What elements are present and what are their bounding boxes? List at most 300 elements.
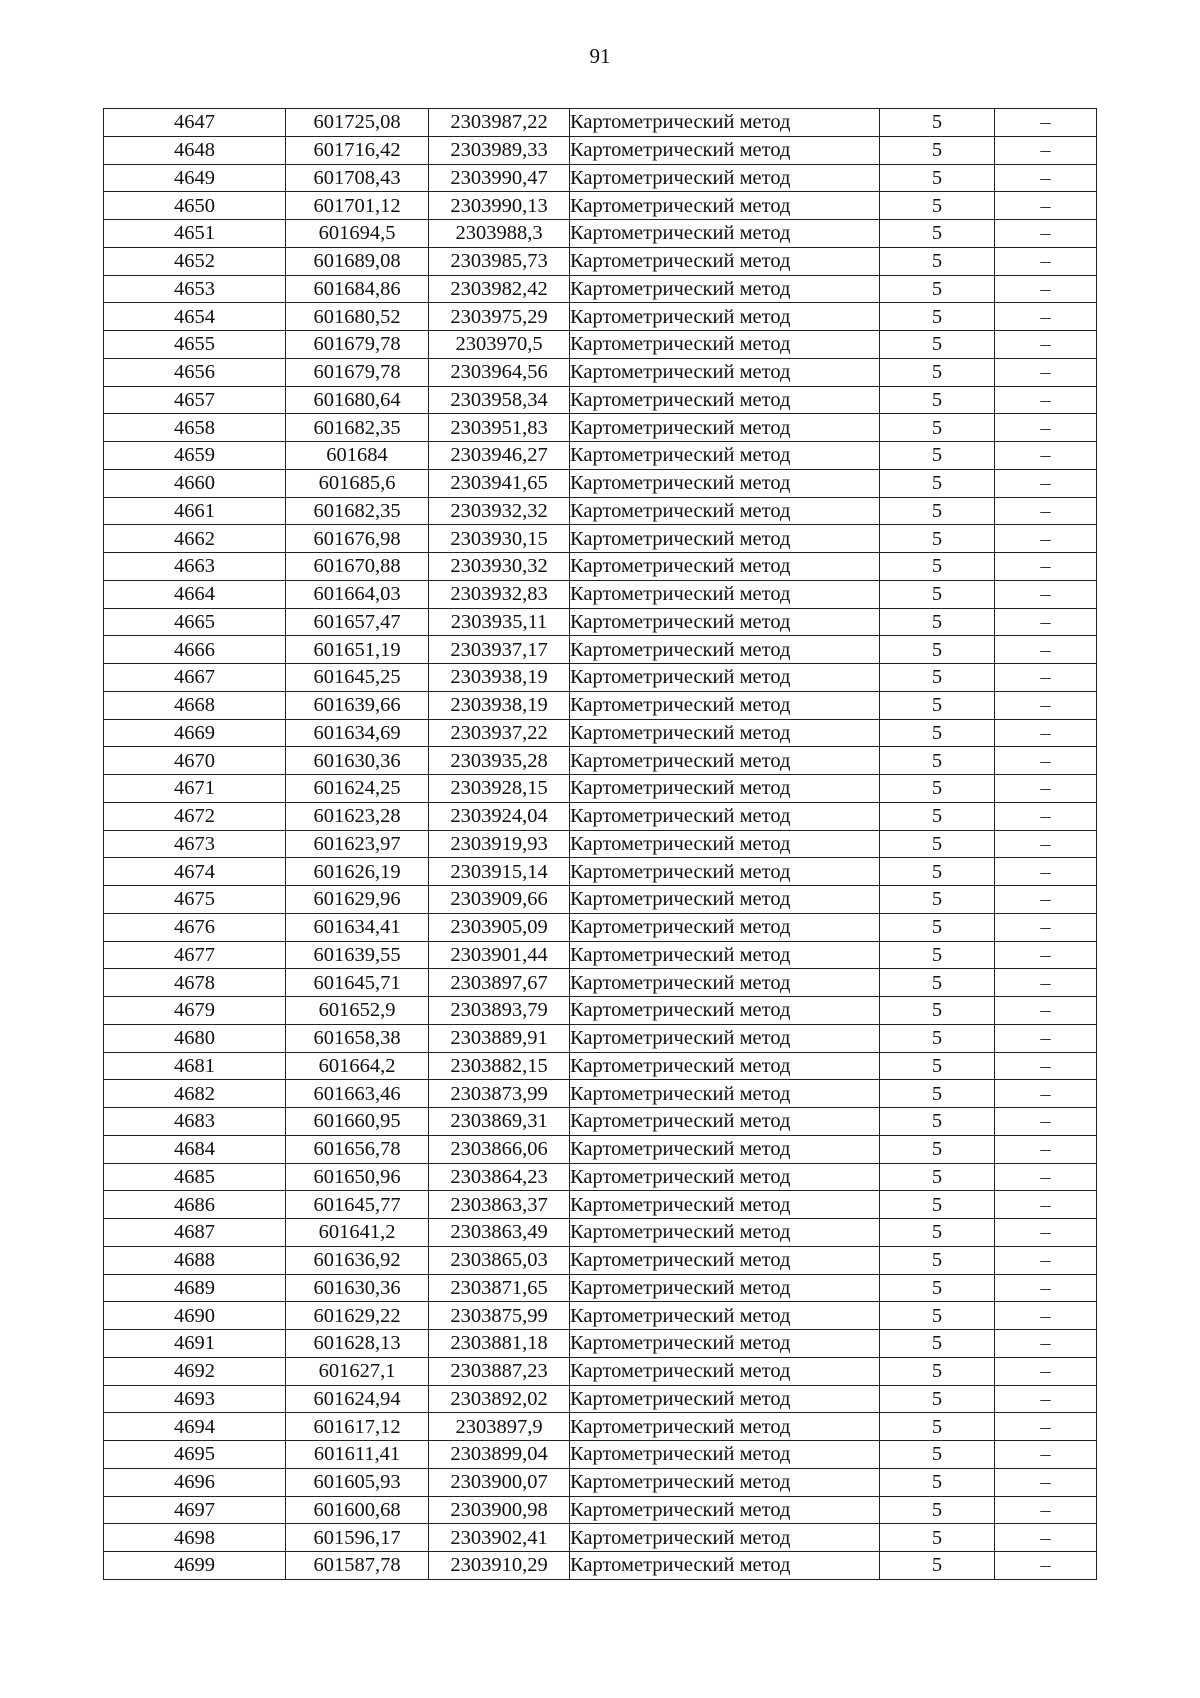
- method-cell: Картометрический метод: [570, 525, 880, 553]
- dash-cell: –: [995, 136, 1097, 164]
- y-coordinate-cell: 2303938,19: [429, 664, 570, 692]
- point-number-cell: 4683: [104, 1108, 286, 1136]
- table-row: [104, 636, 1097, 664]
- table-row: [104, 1330, 1097, 1358]
- dash-cell: –: [995, 442, 1097, 470]
- method-cell: Картометрический метод: [570, 1080, 880, 1108]
- dash-cell: –: [995, 802, 1097, 830]
- dash-cell: –: [995, 1413, 1097, 1441]
- point-number-cell: 4657: [104, 386, 286, 414]
- dash-cell: –: [995, 164, 1097, 192]
- table-row: [104, 1080, 1097, 1108]
- method-cell: Картометрический метод: [570, 1246, 880, 1274]
- x-coordinate-cell: 601701,12: [286, 192, 429, 220]
- y-coordinate-cell: 2303893,79: [429, 997, 570, 1025]
- method-cell: Картометрический метод: [570, 303, 880, 331]
- x-coordinate-cell: 601694,5: [286, 220, 429, 248]
- table-row: [104, 1108, 1097, 1136]
- y-coordinate-cell: 2303941,65: [429, 469, 570, 497]
- point-number-cell: 4686: [104, 1191, 286, 1219]
- table-row: [104, 1496, 1097, 1524]
- point-number-cell: 4688: [104, 1246, 286, 1274]
- accuracy-cell: 5: [880, 1219, 995, 1247]
- method-cell: Картометрический метод: [570, 1385, 880, 1413]
- accuracy-cell: 5: [880, 664, 995, 692]
- x-coordinate-cell: 601645,25: [286, 664, 429, 692]
- accuracy-cell: 5: [880, 386, 995, 414]
- method-cell: Картометрический метод: [570, 442, 880, 470]
- accuracy-cell: 5: [880, 109, 995, 137]
- dash-cell: –: [995, 386, 1097, 414]
- accuracy-cell: 5: [880, 358, 995, 386]
- y-coordinate-cell: 2303866,06: [429, 1135, 570, 1163]
- accuracy-cell: 5: [880, 913, 995, 941]
- y-coordinate-cell: 2303905,09: [429, 913, 570, 941]
- point-number-cell: 4652: [104, 247, 286, 275]
- accuracy-cell: 5: [880, 1496, 995, 1524]
- x-coordinate-cell: 601657,47: [286, 608, 429, 636]
- accuracy-cell: 5: [880, 247, 995, 275]
- y-coordinate-cell: 2303887,23: [429, 1357, 570, 1385]
- table-row: [104, 997, 1097, 1025]
- table-row: [104, 1135, 1097, 1163]
- point-number-cell: 4676: [104, 913, 286, 941]
- point-number-cell: 4647: [104, 109, 286, 137]
- dash-cell: –: [995, 1191, 1097, 1219]
- dash-cell: –: [995, 1163, 1097, 1191]
- y-coordinate-cell: 2303937,22: [429, 719, 570, 747]
- y-coordinate-cell: 2303899,04: [429, 1441, 570, 1469]
- method-cell: Картометрический метод: [570, 414, 880, 442]
- dash-cell: –: [995, 636, 1097, 664]
- dash-cell: –: [995, 553, 1097, 581]
- accuracy-cell: 5: [880, 775, 995, 803]
- table-row: [104, 497, 1097, 525]
- x-coordinate-cell: 601680,52: [286, 303, 429, 331]
- x-coordinate-cell: 601630,36: [286, 1274, 429, 1302]
- dash-cell: –: [995, 1357, 1097, 1385]
- accuracy-cell: 5: [880, 1330, 995, 1358]
- dash-cell: –: [995, 247, 1097, 275]
- table-row: [104, 1552, 1097, 1580]
- dash-cell: –: [995, 969, 1097, 997]
- dash-cell: –: [995, 414, 1097, 442]
- accuracy-cell: 5: [880, 886, 995, 914]
- coordinates-table: [103, 108, 1097, 1580]
- method-cell: Картометрический метод: [570, 830, 880, 858]
- dash-cell: –: [995, 1385, 1097, 1413]
- x-coordinate-cell: 601629,22: [286, 1302, 429, 1330]
- x-coordinate-cell: 601682,35: [286, 497, 429, 525]
- table-row: [104, 830, 1097, 858]
- y-coordinate-cell: 2303924,04: [429, 802, 570, 830]
- x-coordinate-cell: 601670,88: [286, 553, 429, 581]
- table-row: [104, 136, 1097, 164]
- y-coordinate-cell: 2303975,29: [429, 303, 570, 331]
- point-number-cell: 4653: [104, 275, 286, 303]
- dash-cell: –: [995, 331, 1097, 359]
- y-coordinate-cell: 2303910,29: [429, 1552, 570, 1580]
- table-row: [104, 1219, 1097, 1247]
- dash-cell: –: [995, 1552, 1097, 1580]
- y-coordinate-cell: 2303909,66: [429, 886, 570, 914]
- method-cell: Картометрический метод: [570, 1552, 880, 1580]
- table-row: [104, 303, 1097, 331]
- dash-cell: –: [995, 1024, 1097, 1052]
- method-cell: Картометрический метод: [570, 136, 880, 164]
- point-number-cell: 4685: [104, 1163, 286, 1191]
- table-row: [104, 469, 1097, 497]
- method-cell: Картометрический метод: [570, 1135, 880, 1163]
- x-coordinate-cell: 601725,08: [286, 109, 429, 137]
- table-row: [104, 1163, 1097, 1191]
- accuracy-cell: 5: [880, 1135, 995, 1163]
- y-coordinate-cell: 2303869,31: [429, 1108, 570, 1136]
- table-row: [104, 331, 1097, 359]
- dash-cell: –: [995, 719, 1097, 747]
- y-coordinate-cell: 2303932,32: [429, 497, 570, 525]
- method-cell: Картометрический метод: [570, 247, 880, 275]
- x-coordinate-cell: 601600,68: [286, 1496, 429, 1524]
- accuracy-cell: 5: [880, 497, 995, 525]
- x-coordinate-cell: 601624,25: [286, 775, 429, 803]
- method-cell: Картометрический метод: [570, 858, 880, 886]
- dash-cell: –: [995, 1080, 1097, 1108]
- y-coordinate-cell: 2303982,42: [429, 275, 570, 303]
- point-number-cell: 4682: [104, 1080, 286, 1108]
- point-number-cell: 4660: [104, 469, 286, 497]
- dash-cell: –: [995, 941, 1097, 969]
- x-coordinate-cell: 601611,41: [286, 1441, 429, 1469]
- accuracy-cell: 5: [880, 858, 995, 886]
- point-number-cell: 4675: [104, 886, 286, 914]
- x-coordinate-cell: 601656,78: [286, 1135, 429, 1163]
- method-cell: Картометрический метод: [570, 1357, 880, 1385]
- point-number-cell: 4667: [104, 664, 286, 692]
- y-coordinate-cell: 2303990,47: [429, 164, 570, 192]
- point-number-cell: 4661: [104, 497, 286, 525]
- accuracy-cell: 5: [880, 830, 995, 858]
- x-coordinate-cell: 601684,86: [286, 275, 429, 303]
- table-row: [104, 220, 1097, 248]
- point-number-cell: 4665: [104, 608, 286, 636]
- y-coordinate-cell: 2303863,49: [429, 1219, 570, 1247]
- x-coordinate-cell: 601636,92: [286, 1246, 429, 1274]
- y-coordinate-cell: 2303964,56: [429, 358, 570, 386]
- point-number-cell: 4664: [104, 580, 286, 608]
- method-cell: Картометрический метод: [570, 1219, 880, 1247]
- accuracy-cell: 5: [880, 442, 995, 470]
- dash-cell: –: [995, 192, 1097, 220]
- method-cell: Картометрический метод: [570, 1468, 880, 1496]
- table-row: [104, 1274, 1097, 1302]
- table-row: [104, 913, 1097, 941]
- table-row: [104, 1052, 1097, 1080]
- method-cell: Картометрический метод: [570, 775, 880, 803]
- table-row: [104, 1524, 1097, 1552]
- accuracy-cell: 5: [880, 331, 995, 359]
- table-row: [104, 969, 1097, 997]
- method-cell: Картометрический метод: [570, 691, 880, 719]
- table-row: [104, 192, 1097, 220]
- point-number-cell: 4668: [104, 691, 286, 719]
- accuracy-cell: 5: [880, 1052, 995, 1080]
- dash-cell: –: [995, 747, 1097, 775]
- point-number-cell: 4666: [104, 636, 286, 664]
- x-coordinate-cell: 601682,35: [286, 414, 429, 442]
- table-row: [104, 414, 1097, 442]
- accuracy-cell: 5: [880, 1246, 995, 1274]
- dash-cell: –: [995, 1219, 1097, 1247]
- dash-cell: –: [995, 1496, 1097, 1524]
- table-row: [104, 1191, 1097, 1219]
- x-coordinate-cell: 601660,95: [286, 1108, 429, 1136]
- x-coordinate-cell: 601623,97: [286, 830, 429, 858]
- y-coordinate-cell: 2303938,19: [429, 691, 570, 719]
- accuracy-cell: 5: [880, 691, 995, 719]
- y-coordinate-cell: 2303875,99: [429, 1302, 570, 1330]
- dash-cell: –: [995, 1108, 1097, 1136]
- x-coordinate-cell: 601650,96: [286, 1163, 429, 1191]
- dash-cell: –: [995, 303, 1097, 331]
- accuracy-cell: 5: [880, 414, 995, 442]
- x-coordinate-cell: 601645,71: [286, 969, 429, 997]
- dash-cell: –: [995, 1330, 1097, 1358]
- point-number-cell: 4684: [104, 1135, 286, 1163]
- point-number-cell: 4651: [104, 220, 286, 248]
- table-row: [104, 1385, 1097, 1413]
- y-coordinate-cell: 2303902,41: [429, 1524, 570, 1552]
- method-cell: Картометрический метод: [570, 1496, 880, 1524]
- x-coordinate-cell: 601624,94: [286, 1385, 429, 1413]
- method-cell: Картометрический метод: [570, 969, 880, 997]
- table-row: [104, 247, 1097, 275]
- y-coordinate-cell: 2303873,99: [429, 1080, 570, 1108]
- y-coordinate-cell: 2303958,34: [429, 386, 570, 414]
- table-row: [104, 608, 1097, 636]
- x-coordinate-cell: 601684: [286, 442, 429, 470]
- accuracy-cell: 5: [880, 580, 995, 608]
- table-row: [104, 1246, 1097, 1274]
- method-cell: Картометрический метод: [570, 497, 880, 525]
- accuracy-cell: 5: [880, 1441, 995, 1469]
- x-coordinate-cell: 601641,2: [286, 1219, 429, 1247]
- x-coordinate-cell: 601627,1: [286, 1357, 429, 1385]
- dash-cell: –: [995, 913, 1097, 941]
- x-coordinate-cell: 601685,6: [286, 469, 429, 497]
- table-row: [104, 386, 1097, 414]
- method-cell: Картометрический метод: [570, 636, 880, 664]
- accuracy-cell: 5: [880, 1552, 995, 1580]
- accuracy-cell: 5: [880, 719, 995, 747]
- x-coordinate-cell: 601634,69: [286, 719, 429, 747]
- y-coordinate-cell: 2303863,37: [429, 1191, 570, 1219]
- point-number-cell: 4679: [104, 997, 286, 1025]
- point-number-cell: 4649: [104, 164, 286, 192]
- dash-cell: –: [995, 997, 1097, 1025]
- point-number-cell: 4677: [104, 941, 286, 969]
- method-cell: Картометрический метод: [570, 1191, 880, 1219]
- method-cell: Картометрический метод: [570, 192, 880, 220]
- x-coordinate-cell: 601626,19: [286, 858, 429, 886]
- y-coordinate-cell: 2303901,44: [429, 941, 570, 969]
- point-number-cell: 4690: [104, 1302, 286, 1330]
- x-coordinate-cell: 601664,03: [286, 580, 429, 608]
- table-row: [104, 775, 1097, 803]
- method-cell: Картометрический метод: [570, 913, 880, 941]
- point-number-cell: 4692: [104, 1357, 286, 1385]
- y-coordinate-cell: 2303937,17: [429, 636, 570, 664]
- point-number-cell: 4689: [104, 1274, 286, 1302]
- point-number-cell: 4695: [104, 1441, 286, 1469]
- table-row: [104, 358, 1097, 386]
- table-row: [104, 719, 1097, 747]
- method-cell: Картометрический метод: [570, 941, 880, 969]
- point-number-cell: 4659: [104, 442, 286, 470]
- point-number-cell: 4694: [104, 1413, 286, 1441]
- y-coordinate-cell: 2303900,98: [429, 1496, 570, 1524]
- y-coordinate-cell: 2303889,91: [429, 1024, 570, 1052]
- accuracy-cell: 5: [880, 969, 995, 997]
- dash-cell: –: [995, 830, 1097, 858]
- point-number-cell: 4670: [104, 747, 286, 775]
- x-coordinate-cell: 601651,19: [286, 636, 429, 664]
- accuracy-cell: 5: [880, 1274, 995, 1302]
- y-coordinate-cell: 2303932,83: [429, 580, 570, 608]
- table-row: [104, 553, 1097, 581]
- point-number-cell: 4696: [104, 1468, 286, 1496]
- accuracy-cell: 5: [880, 1191, 995, 1219]
- point-number-cell: 4698: [104, 1524, 286, 1552]
- point-number-cell: 4658: [104, 414, 286, 442]
- table-row: [104, 1357, 1097, 1385]
- accuracy-cell: 5: [880, 192, 995, 220]
- x-coordinate-cell: 601628,13: [286, 1330, 429, 1358]
- point-number-cell: 4687: [104, 1219, 286, 1247]
- x-coordinate-cell: 601605,93: [286, 1468, 429, 1496]
- point-number-cell: 4654: [104, 303, 286, 331]
- point-number-cell: 4669: [104, 719, 286, 747]
- x-coordinate-cell: 601663,46: [286, 1080, 429, 1108]
- y-coordinate-cell: 2303990,13: [429, 192, 570, 220]
- point-number-cell: 4656: [104, 358, 286, 386]
- y-coordinate-cell: 2303928,15: [429, 775, 570, 803]
- y-coordinate-cell: 2303970,5: [429, 331, 570, 359]
- x-coordinate-cell: 601596,17: [286, 1524, 429, 1552]
- y-coordinate-cell: 2303989,33: [429, 136, 570, 164]
- method-cell: Картометрический метод: [570, 997, 880, 1025]
- table-row: [104, 580, 1097, 608]
- method-cell: Картометрический метод: [570, 886, 880, 914]
- y-coordinate-cell: 2303930,32: [429, 553, 570, 581]
- table-row: [104, 442, 1097, 470]
- accuracy-cell: 5: [880, 1024, 995, 1052]
- y-coordinate-cell: 2303897,67: [429, 969, 570, 997]
- accuracy-cell: 5: [880, 1163, 995, 1191]
- accuracy-cell: 5: [880, 1080, 995, 1108]
- y-coordinate-cell: 2303985,73: [429, 247, 570, 275]
- y-coordinate-cell: 2303900,07: [429, 1468, 570, 1496]
- method-cell: Картометрический метод: [570, 275, 880, 303]
- table-row: [104, 886, 1097, 914]
- x-coordinate-cell: 601617,12: [286, 1413, 429, 1441]
- point-number-cell: 4673: [104, 830, 286, 858]
- accuracy-cell: 5: [880, 1302, 995, 1330]
- table-row: [104, 275, 1097, 303]
- x-coordinate-cell: 601639,66: [286, 691, 429, 719]
- x-coordinate-cell: 601664,2: [286, 1052, 429, 1080]
- dash-cell: –: [995, 358, 1097, 386]
- y-coordinate-cell: 2303930,15: [429, 525, 570, 553]
- y-coordinate-cell: 2303915,14: [429, 858, 570, 886]
- table-row: [104, 109, 1097, 137]
- accuracy-cell: 5: [880, 275, 995, 303]
- table-row: [104, 691, 1097, 719]
- table-row: [104, 164, 1097, 192]
- y-coordinate-cell: 2303919,93: [429, 830, 570, 858]
- accuracy-cell: 5: [880, 469, 995, 497]
- x-coordinate-cell: 601689,08: [286, 247, 429, 275]
- accuracy-cell: 5: [880, 303, 995, 331]
- method-cell: Картометрический метод: [570, 1108, 880, 1136]
- dash-cell: –: [995, 1302, 1097, 1330]
- y-coordinate-cell: 2303864,23: [429, 1163, 570, 1191]
- y-coordinate-cell: 2303897,9: [429, 1413, 570, 1441]
- accuracy-cell: 5: [880, 1468, 995, 1496]
- accuracy-cell: 5: [880, 608, 995, 636]
- method-cell: Картометрический метод: [570, 1052, 880, 1080]
- y-coordinate-cell: 2303882,15: [429, 1052, 570, 1080]
- dash-cell: –: [995, 1052, 1097, 1080]
- accuracy-cell: 5: [880, 1524, 995, 1552]
- method-cell: Картометрический метод: [570, 469, 880, 497]
- method-cell: Картометрический метод: [570, 1024, 880, 1052]
- accuracy-cell: 5: [880, 1413, 995, 1441]
- accuracy-cell: 5: [880, 747, 995, 775]
- point-number-cell: 4691: [104, 1330, 286, 1358]
- method-cell: Картометрический метод: [570, 1302, 880, 1330]
- y-coordinate-cell: 2303988,3: [429, 220, 570, 248]
- x-coordinate-cell: 601676,98: [286, 525, 429, 553]
- coordinates-table-body: [104, 109, 1097, 1580]
- dash-cell: –: [995, 1135, 1097, 1163]
- x-coordinate-cell: 601679,78: [286, 358, 429, 386]
- method-cell: Картометрический метод: [570, 608, 880, 636]
- x-coordinate-cell: 601679,78: [286, 331, 429, 359]
- x-coordinate-cell: 601630,36: [286, 747, 429, 775]
- y-coordinate-cell: 2303935,11: [429, 608, 570, 636]
- dash-cell: –: [995, 1441, 1097, 1469]
- accuracy-cell: 5: [880, 136, 995, 164]
- y-coordinate-cell: 2303987,22: [429, 109, 570, 137]
- dash-cell: –: [995, 275, 1097, 303]
- x-coordinate-cell: 601645,77: [286, 1191, 429, 1219]
- method-cell: Картометрический метод: [570, 1330, 880, 1358]
- table-row: [104, 664, 1097, 692]
- x-coordinate-cell: 601716,42: [286, 136, 429, 164]
- dash-cell: –: [995, 886, 1097, 914]
- method-cell: Картометрический метод: [570, 386, 880, 414]
- method-cell: Картометрический метод: [570, 109, 880, 137]
- point-number-cell: 4697: [104, 1496, 286, 1524]
- table-row: [104, 1413, 1097, 1441]
- x-coordinate-cell: 601680,64: [286, 386, 429, 414]
- method-cell: Картометрический метод: [570, 747, 880, 775]
- dash-cell: –: [995, 664, 1097, 692]
- accuracy-cell: 5: [880, 164, 995, 192]
- dash-cell: –: [995, 1524, 1097, 1552]
- dash-cell: –: [995, 1274, 1097, 1302]
